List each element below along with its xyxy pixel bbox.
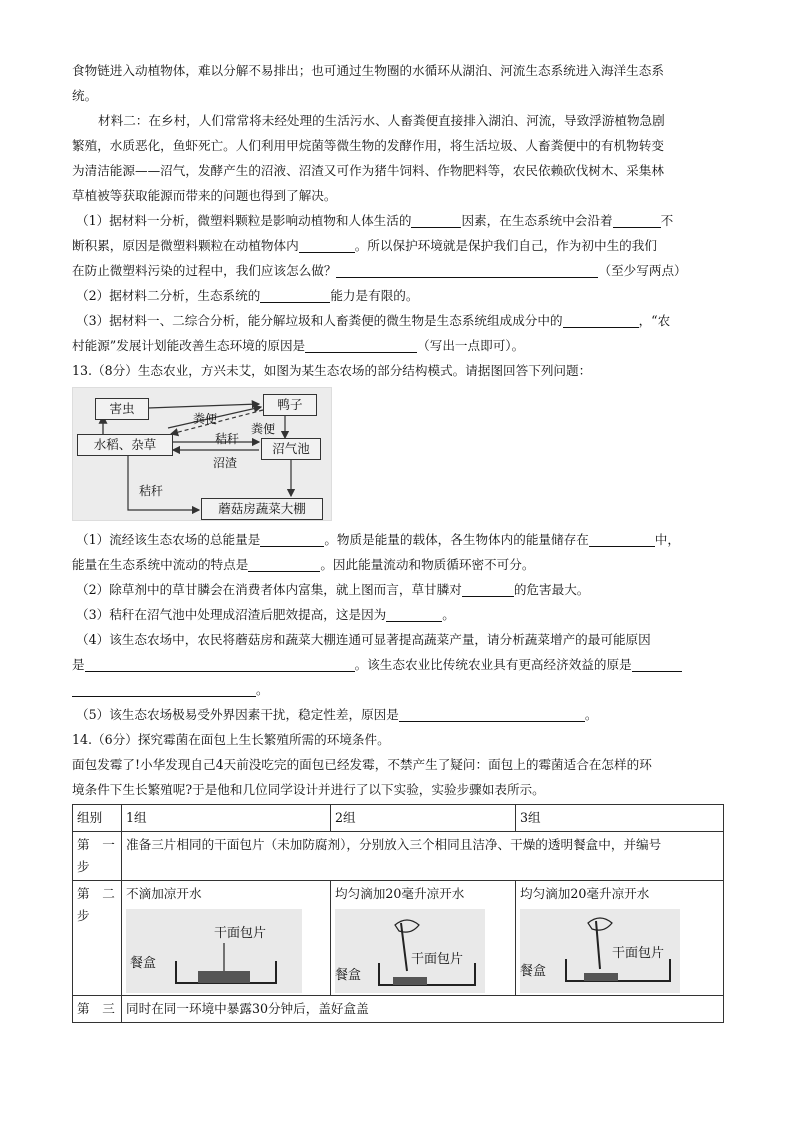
label-food-box: 餐盒 — [335, 968, 362, 983]
step-2-group-1 — [122, 881, 331, 996]
q12-1-line-3 — [72, 258, 724, 283]
answer-blank[interactable] — [399, 707, 585, 722]
q13-5 — [72, 702, 724, 727]
q13-4-text-c: 。该生态农业比传统农业具有更高经济效益的原是 — [354, 657, 632, 672]
q12-2 — [72, 283, 724, 308]
q12-1-line-2 — [72, 233, 724, 258]
q14-stem: 14.（6分）探究霉菌在面包上生长繁殖所需的环境条件。 — [72, 732, 390, 747]
step-2-group-1-text: 不滴加凉开水 — [126, 886, 202, 901]
material2-line-2: 繁殖，水质恶化，鱼虾死亡。人们利用甲烷菌等微生物的发酵作用，将生活垃圾、人畜粪便中的有机物转变 — [72, 138, 664, 153]
q13-3-text-a: （3）秸秆在沼气池中处理成沼渣后肥效提高，这是因为 — [76, 607, 387, 622]
header-group-2: 2组 — [331, 805, 516, 832]
table-row-step-3 — [73, 996, 724, 1023]
q13-2-text-b: 的危害最大。 — [513, 582, 590, 597]
answer-blank[interactable] — [386, 607, 442, 622]
q12-1-line-1 — [72, 208, 724, 233]
q13-4-line-1: （4）该生态农场中，农民将蘑菇房和蔬菜大棚连通可显著提高蔬菜产量，请分析蔬菜增产的最可能原因 — [76, 632, 651, 647]
q13-1-text-b: 。物质是能量的载体，各生物体内的能量储存在 — [324, 532, 589, 547]
step-2-group-2-text: 均匀滴加20毫升凉开水 — [335, 886, 465, 901]
answer-blank[interactable] — [411, 213, 461, 228]
q14-intro-1: 面包发霉了!小华发现自己4天前没吃完的面包已经发霉，不禁产生了疑问：面包上的霉菌适合在怎样的环 — [72, 757, 652, 772]
q12-3-text-a: （3）据材料一、二综合分析，能分解垃圾和人畜粪便的微生物是生态系统组成成分中的 — [76, 313, 563, 328]
step-3-label: 第 三 — [73, 996, 122, 1023]
label-food-box: 餐盒 — [130, 956, 157, 971]
table-header-row — [73, 805, 724, 832]
q12-2-text-a: （2）据材料二分析，生态系统的 — [76, 288, 261, 303]
answer-blank[interactable] — [336, 263, 598, 278]
label-dry-bread: 干面包片 — [214, 926, 267, 941]
step-1-label: 第 一步 — [73, 832, 122, 881]
header-group: 组别 — [73, 805, 122, 832]
label-residue: 沼渣 — [213, 456, 238, 470]
q12-3-text-b: ，“农 — [638, 313, 671, 328]
answer-blank[interactable] — [305, 338, 417, 353]
q12-1-text-e: 。所以保护环境就是保护我们自己，作为初中生的我们 — [354, 238, 657, 253]
q12-3-line-2 — [72, 333, 724, 358]
step-2-group-2 — [331, 881, 516, 996]
answer-blank[interactable] — [632, 657, 682, 672]
q13-1-text-e: 。因此能量流动和物质循环密不可分。 — [320, 557, 535, 572]
q12-1-text-c: 不 — [660, 213, 674, 228]
table-row-step-2 — [73, 881, 724, 996]
node-duck: 鸭子 — [263, 394, 317, 416]
step-2-group-3-text: 均匀滴加20毫升凉开水 — [520, 886, 650, 901]
q13-4-line-2 — [72, 652, 724, 677]
q13-3 — [72, 602, 724, 627]
q13-4-text-d: 。 — [256, 682, 269, 697]
label-dry-bread: 干面包片 — [411, 952, 464, 967]
q13-2 — [72, 577, 724, 602]
q13-2-text-a: （2）除草剂中的草甘膦会在消费者体内富集，就上图而言，草甘膦对 — [76, 582, 462, 597]
bread-box-drawing — [126, 909, 302, 993]
header-group-3: 3组 — [516, 805, 724, 832]
node-pest: 害虫 — [95, 398, 149, 420]
answer-blank[interactable] — [72, 682, 256, 697]
label-food-box: 餐盒 — [520, 964, 547, 979]
q13-1-text-d: 能量在生态系统中流动的特点是 — [72, 557, 249, 572]
bread-box-figure-1 — [126, 909, 302, 993]
material2-line-1: 材料二：在乡村，人们常常将未经处理的生活污水、人畜粪便直接排入湖泊、河流，导致浮游植物急剧 — [98, 113, 665, 128]
bread-box-figure-3 — [520, 909, 680, 993]
table-row-step-1 — [73, 832, 724, 881]
q13-1-text-a: （1）流经该生态农场的总能量是 — [76, 532, 261, 547]
q13-4-line-3 — [72, 677, 724, 702]
intro-line-2: 统。 — [72, 88, 98, 103]
q12-1-text-f: 在防止微塑料污染的过程中，我们应该怎么做？ — [72, 263, 337, 278]
q13-5-text-a: （5）该生态农场极易受外界因素干扰，稳定性差，原因是 — [76, 707, 399, 722]
step-3-text: 同时在同一环境中暴露30分钟后，盖好盒盖 — [122, 996, 724, 1023]
answer-blank[interactable] — [260, 288, 330, 303]
experiment-table — [72, 804, 724, 1023]
step-2-group-3 — [516, 881, 724, 996]
answer-blank[interactable] — [299, 238, 355, 253]
label-straw-1: 秸秆 — [215, 432, 240, 446]
answer-blank[interactable] — [85, 657, 355, 672]
label-feces-2: 粪便 — [251, 422, 276, 436]
q14-intro-2: 境条件下生长繁殖呢?于是他和几位同学设计并进行了以下实验，实验步骤如表所示。 — [72, 782, 545, 797]
answer-blank[interactable] — [563, 313, 639, 328]
answer-blank[interactable] — [248, 557, 320, 572]
label-dry-bread: 干面包片 — [612, 946, 665, 961]
label-straw-2: 秸秆 — [139, 484, 164, 498]
node-biogas-pit: 沼气池 — [261, 438, 321, 460]
node-mushroom-greenhouse — [201, 498, 323, 520]
bread-box-figure-2 — [335, 909, 485, 993]
q12-3-text-d: （写出一点即可）。 — [417, 338, 525, 353]
intro-line-1: 食物链进入动植物体，难以分解不易排出；也可通过生物圈的水循环从湖泊、河流生态系统进入海洋生态系 — [72, 63, 664, 78]
eco-farm-diagram — [72, 387, 332, 521]
answer-blank[interactable] — [260, 532, 324, 547]
step-1-text: 准备三片相同的干面包片（未加防腐剂），分别放入三个相同且洁净、干燥的透明餐盒中，并编号 — [122, 832, 724, 881]
q13-4-text-b: 是 — [72, 657, 85, 672]
node-mushroom: 蘑菇房 — [218, 501, 256, 516]
q13-5-text-b: 。 — [584, 707, 598, 722]
q12-1-text-d: 断积累，原因是微塑料颗粒在动植物体内 — [72, 238, 299, 253]
node-rice-weed: 水稻、杂草 — [77, 434, 173, 456]
answer-blank[interactable] — [462, 582, 514, 597]
material2-line-3: 为清洁能源——沼气，发酵产生的沼液、沼渣又可作为猪牛饲料、作物肥料等，农民依赖砍伐树木、采集林 — [72, 163, 664, 178]
material2-line-4: 草植被等获取能源而带来的问题也得到了解决。 — [72, 188, 337, 203]
node-greenhouse: 蔬菜大棚 — [255, 501, 306, 516]
q12-3-text-c: 村能源”发展计划能改善生态环境的原因是 — [72, 338, 306, 353]
label-feces-1: 粪便 — [193, 412, 218, 426]
q13-1-line-2 — [72, 552, 724, 577]
q13-stem: 13.（8分）生态农业，方兴未艾，如图为某生态农场的部分结构模式。请据图回答下列问题： — [72, 363, 592, 378]
q12-2-text-b: 能力是有限的。 — [330, 288, 419, 303]
q13-1-text-c: 中， — [654, 532, 680, 547]
step-2-label: 第 二步 — [73, 881, 122, 996]
q12-3-line-1 — [72, 308, 724, 333]
answer-blank[interactable] — [589, 532, 655, 547]
q12-1-text-g: （至少写两点） — [598, 263, 687, 278]
q13-3-text-b: 。 — [442, 607, 455, 622]
q12-1-text-a: （1）据材料一分析，微塑料颗粒是影响动植物和人体生活的 — [76, 213, 412, 228]
answer-blank[interactable] — [613, 213, 661, 228]
q12-1-text-b: 因素，在生态系统中会沿着 — [461, 213, 613, 228]
header-group-1: 1组 — [122, 805, 331, 832]
q13-1-line-1 — [72, 527, 724, 552]
exam-page — [72, 58, 724, 1023]
